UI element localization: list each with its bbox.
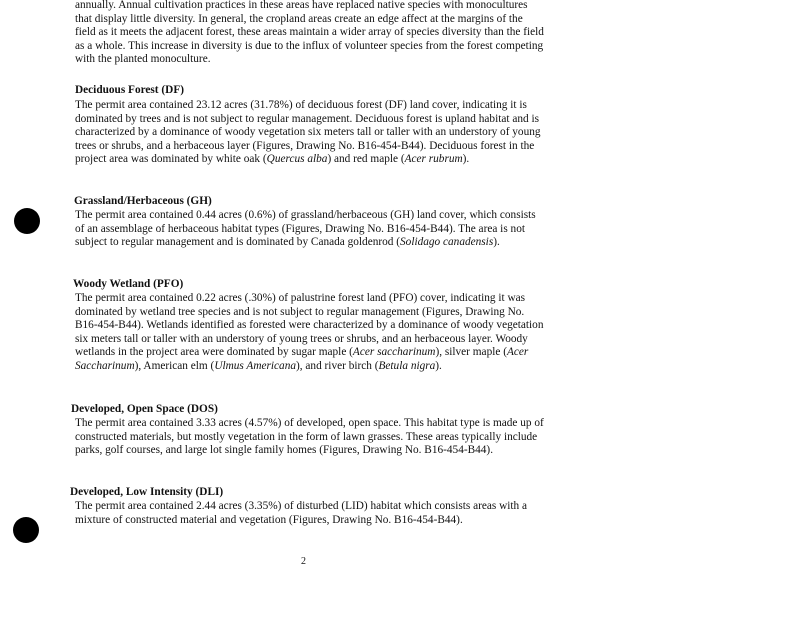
- intro-paragraph: [75, 0, 545, 67]
- gh-text-end: ).: [493, 236, 500, 248]
- binder-hole-lower: [13, 517, 39, 543]
- section-paragraph-pfo: [75, 292, 545, 373]
- pfo-text-mid1: ), silver maple (: [435, 346, 507, 358]
- gh-species-goldenrod: Solidago canadensis: [400, 236, 494, 248]
- pfo-text-mid3: ), and river birch (: [296, 359, 379, 372]
- pfo-text: The permit area contained 0.22 acres (.30%) of palustrine forest land (PFO) cover, indicating it was dominated by wetland tree species and is not subject to regular management (Figures, Drawing No. B16-454-B44). Wetlands identified as forested were characterized by a dominance of woody vegetation six meters tall or taller with an understory of young trees or shrubs, and an herbaceous layer. Woody wetlands in the project area were dominated by sugar maple (: [75, 292, 544, 358]
- pfo-species-river-birch: Betula nigra: [378, 359, 436, 372]
- section-heading-gh: Grassland/Herbaceous (GH): [74, 195, 212, 207]
- df-text-end: ).: [462, 153, 470, 165]
- section-heading-pfo: Woody Wetland (PFO): [73, 278, 184, 290]
- dli-text: The permit area contained 2.44 acres (3.35%) of disturbed (LID) habitat which consists areas with a mixture of constructed material and vegetation (Figures, Drawing No. B16-454-B44).: [75, 500, 528, 526]
- gh-text: The permit area contained 0.44 acres (0.6%) of grassland/herbaceous (GH) land cover, which consists of an assemblage of herbaceous habitat types (Figures, Drawing No. B16-454-B44). The area is not subject to regular management and is dominated by Canada goldenrod (: [75, 209, 536, 248]
- intro-text: annually. Annual cultivation practices in these areas have replaced native species with monocultures that display little diversity. In general, the cropland areas create an edge affect at the margins of the field as it meets the adjacent forest, these areas maintain a wider array of species diversity than the field as a whole. This increase in diversity is due to the influx of volunteer species from the forest competing with the planted monoculture.: [75, 0, 544, 65]
- section-heading-dli: Developed, Low Intensity (DLI): [70, 486, 224, 498]
- section-heading-df: Deciduous Forest (DF): [75, 84, 184, 96]
- pfo-species-american-elm: Ulmus Americana: [214, 359, 296, 372]
- page-number: 2: [301, 556, 306, 567]
- section-heading-dos: Developed, Open Space (DOS): [71, 403, 218, 415]
- pfo-text-mid2: ), American elm (: [134, 359, 215, 372]
- df-species-white-oak: Quercus alba: [266, 153, 328, 165]
- section-paragraph-dli: [75, 500, 545, 527]
- df-species-red-maple: Acer rubrum: [404, 153, 463, 165]
- section-paragraph-gh: [75, 209, 545, 250]
- binder-hole-upper: [14, 208, 40, 234]
- pfo-species-sugar-maple: Acer saccharinum: [352, 346, 436, 358]
- section-paragraph-dos: [75, 417, 545, 458]
- pfo-text-end: ).: [435, 359, 442, 372]
- pfo-species-silver-maple: Acer Saccharinum: [75, 346, 529, 372]
- section-paragraph-df: [75, 99, 545, 167]
- df-text: The permit area contained 23.12 acres (31.78%) of deciduous forest (DF) land cover, indicating it is dominated by trees and is not subject to regular management. Deciduous forest is upland habitat and is characterized by a dominance of woody vegetation six meters tall or taller with an understory of young trees or shrubs, and a herbaceous layer (Figures, Drawing No. B16-454-B44). Deciduous forest in the project area was dominated by white oak (: [75, 99, 541, 165]
- df-text-mid: ) and red maple (: [327, 153, 405, 165]
- dos-text: The permit area contained 3.33 acres (4.57%) of developed, open space. This habitat type is made up of constructed materials, but mostly vegetation in the form of lawn grasses. These areas typically include parks, golf courses, and large lot single family homes (Figures, Drawing No. B16-454-B44).: [75, 417, 544, 456]
